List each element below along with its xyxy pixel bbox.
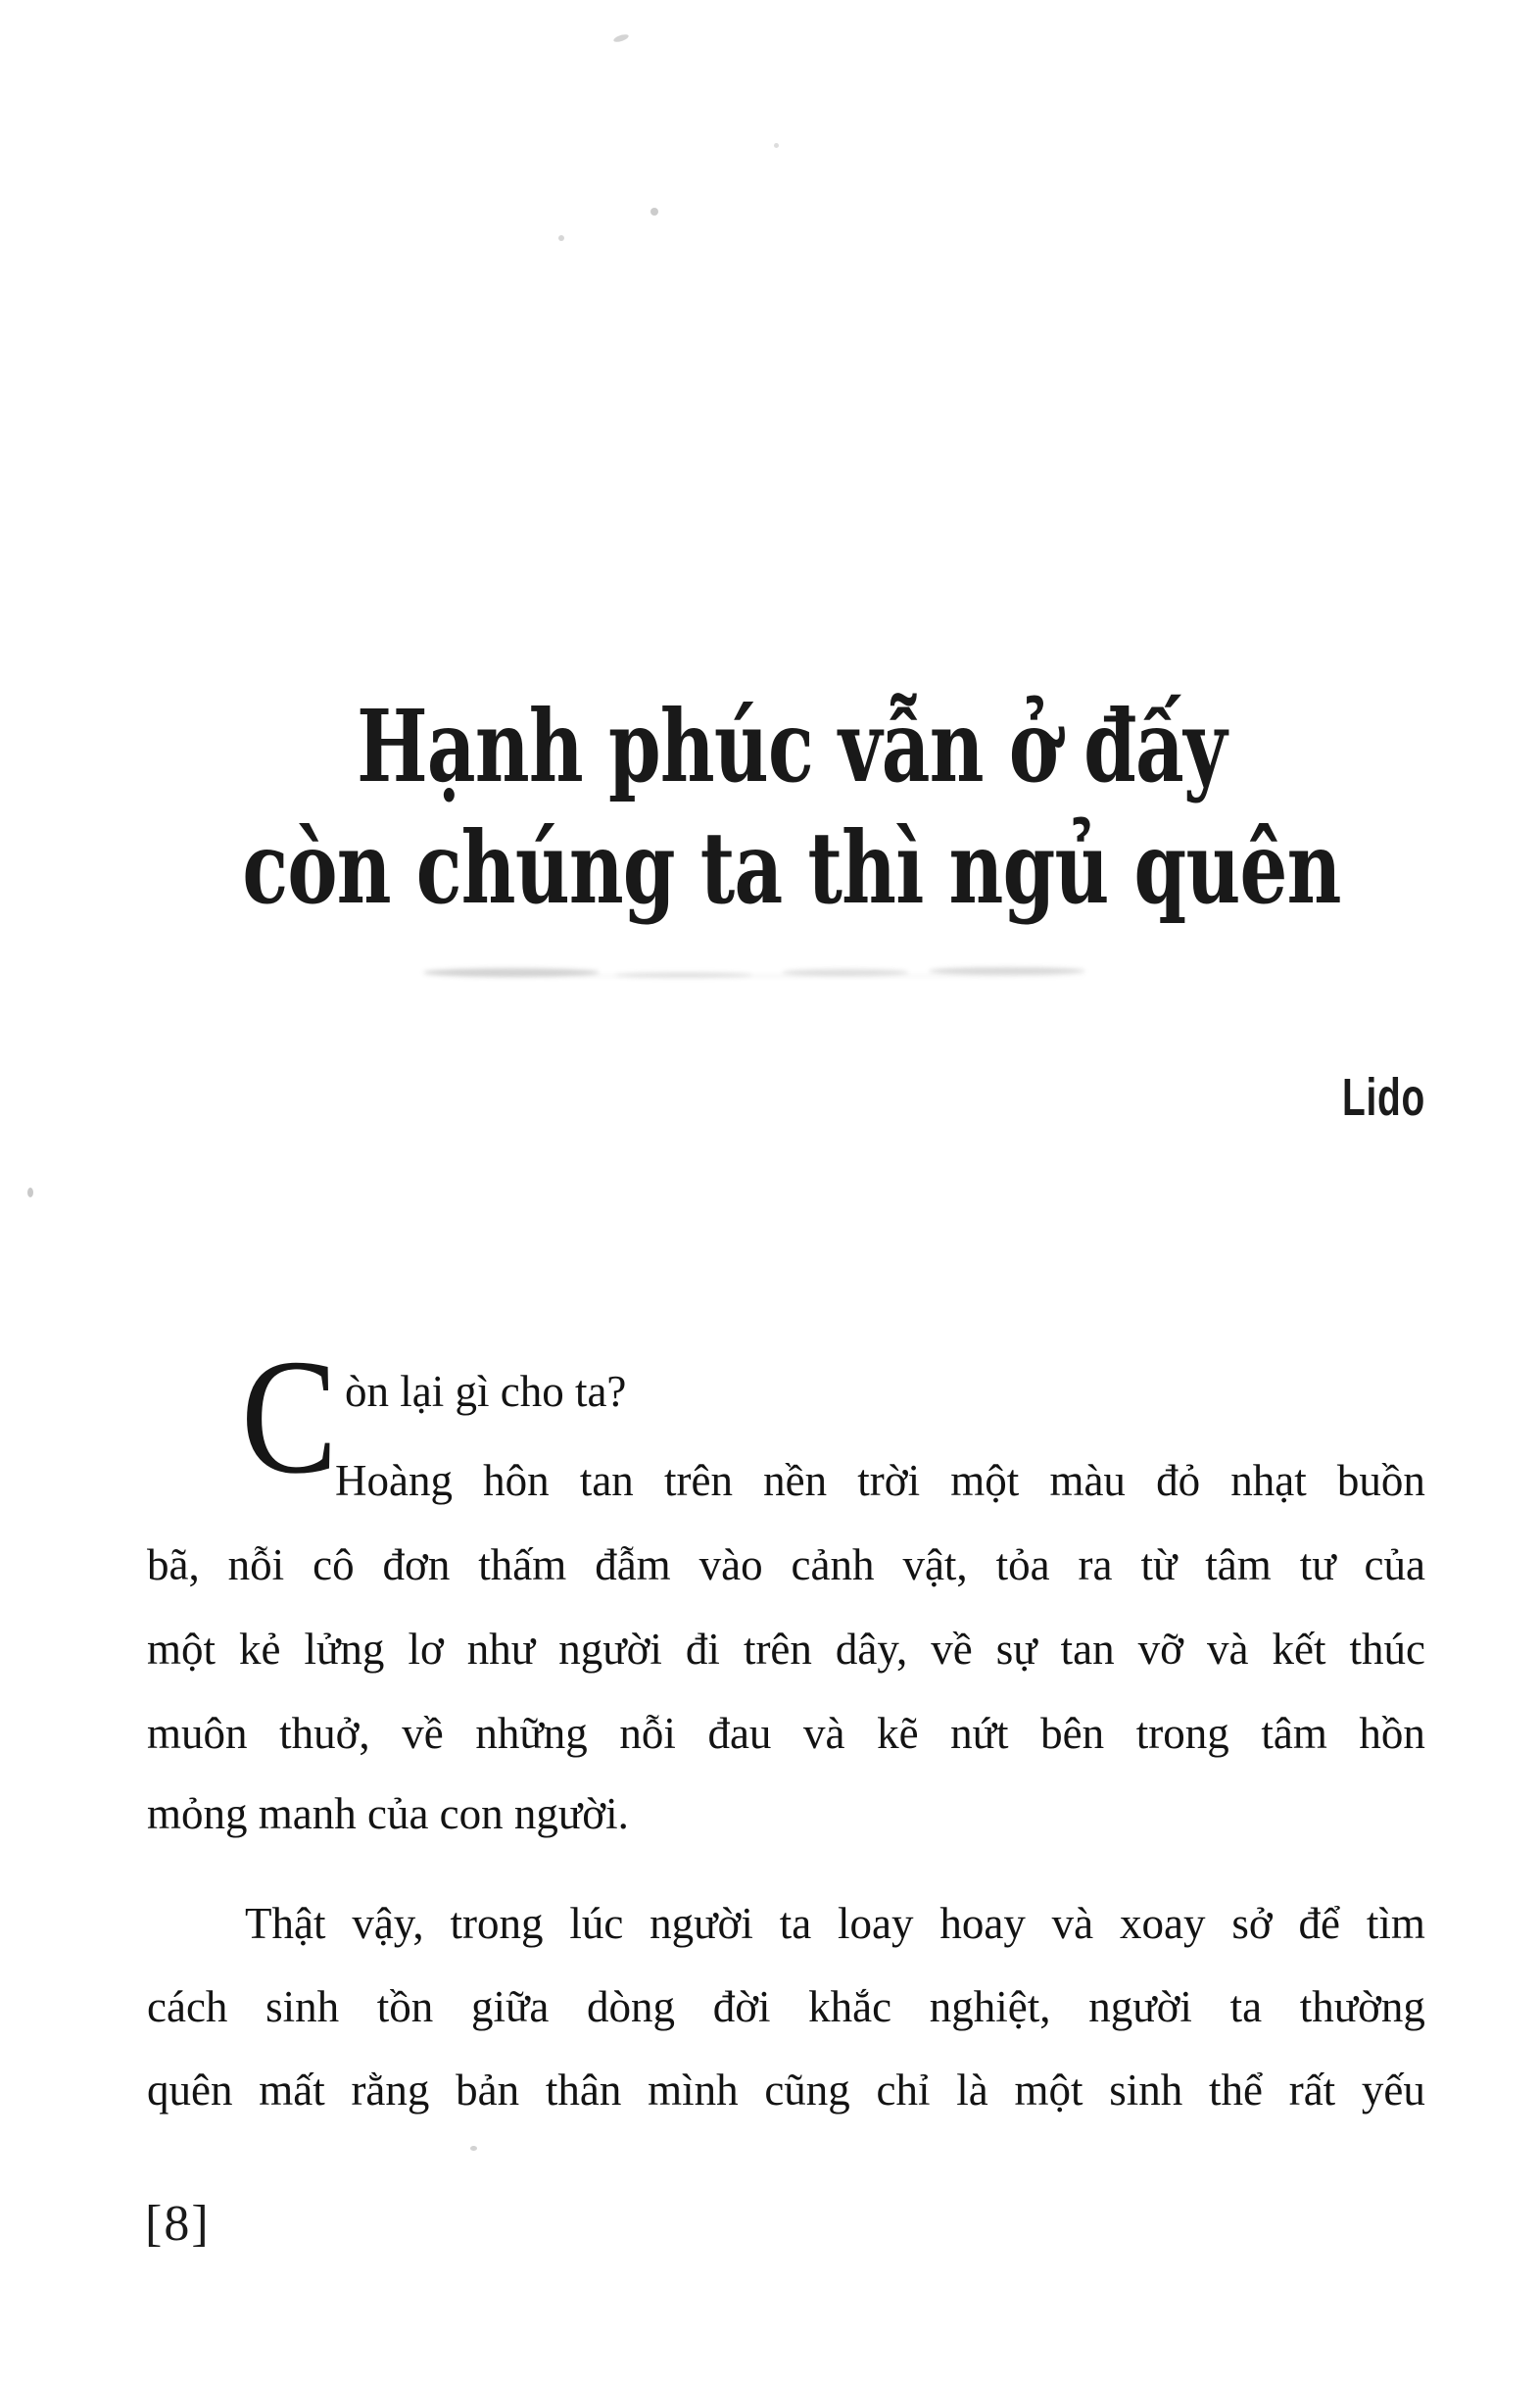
word: đau (707, 1709, 772, 1758)
word: lúc (569, 1899, 624, 1948)
word: khắc (808, 1982, 892, 2031)
word: dòng (587, 1982, 676, 2031)
word: lơ (408, 1625, 444, 1674)
word: nỗi (619, 1709, 676, 1758)
word: trong (1135, 1709, 1229, 1758)
word: tan (1060, 1625, 1115, 1674)
word: vật, (902, 1540, 968, 1589)
word: hôn (483, 1456, 550, 1505)
word: buồn (1336, 1456, 1425, 1505)
word: thường (1299, 1982, 1425, 2031)
word: kết (1272, 1625, 1326, 1674)
body-line: òn lại gì cho ta? (345, 1367, 627, 1416)
word: trời (857, 1456, 921, 1505)
word: tâm (1205, 1540, 1272, 1589)
word: nhạt (1230, 1456, 1307, 1505)
drop-cap: C (241, 1326, 338, 1508)
body-line (147, 1524, 1425, 1607)
chapter-title (43, 686, 1540, 929)
chapter-title-line-2: còn chúng ta thì ngủ quên (242, 809, 1341, 926)
word: dây, (835, 1625, 908, 1674)
word: đỏ (1156, 1456, 1201, 1505)
word: người (558, 1625, 662, 1674)
word: rất (1288, 2066, 1336, 2115)
word: xoay (1120, 1899, 1206, 1948)
author-name: Lido (1342, 1068, 1425, 1127)
word: thấm (478, 1540, 567, 1589)
word: quên (147, 2066, 233, 2115)
word: trên (743, 1625, 812, 1674)
word: muôn (147, 1709, 248, 1758)
word: loay (838, 1899, 914, 1948)
word: sở (1231, 1899, 1273, 1948)
word: về (931, 1625, 973, 1674)
body-line (335, 1439, 1425, 1523)
word: giữa (470, 1982, 550, 2031)
word: thân (545, 2066, 622, 2115)
word: đời (712, 1982, 771, 2031)
word: về (402, 1709, 444, 1758)
word: và (803, 1709, 845, 1758)
word: chỉ (876, 2066, 931, 2115)
word: trong (450, 1899, 544, 1948)
body-line (147, 1966, 1425, 2049)
word: và (1051, 1899, 1094, 1948)
word: thúc (1349, 1625, 1425, 1674)
word: của (1364, 1540, 1425, 1589)
word: ta (1229, 1982, 1263, 2031)
word: vậy, (352, 1899, 424, 1948)
word: tâm (1261, 1709, 1327, 1758)
word: những (475, 1709, 588, 1758)
word: một (147, 1625, 217, 1674)
word: kẽ (877, 1709, 919, 1758)
body-line: mỏng manh của con người. (147, 1789, 629, 1838)
word: lửng (304, 1625, 385, 1674)
word: hồn (1359, 1709, 1425, 1758)
word: trên (663, 1456, 733, 1505)
word: tư (1299, 1540, 1336, 1589)
word: màu (1049, 1456, 1126, 1505)
word: kẻ (239, 1625, 281, 1674)
word: một (950, 1456, 1020, 1505)
body-line (147, 1692, 1425, 1775)
word: sinh (265, 1982, 340, 2031)
word: Hoàng (335, 1456, 453, 1505)
word: là (956, 2066, 988, 2115)
page-number: [8] (145, 2196, 211, 2252)
word: tìm (1366, 1899, 1425, 1948)
word: một (1014, 2066, 1083, 2115)
word: để (1298, 1899, 1340, 1948)
word: cách (147, 1982, 228, 2031)
word: bên (1040, 1709, 1105, 1758)
word: cũng (764, 2066, 850, 2115)
word: rằng (351, 2066, 430, 2115)
word: thuở, (279, 1709, 370, 1758)
word: đẫm (595, 1540, 671, 1589)
chapter-title-line-1: Hạnh phúc vẫn ở đấy (357, 688, 1227, 804)
word: cô (313, 1540, 355, 1589)
word: nền (763, 1456, 828, 1505)
word: sự (995, 1625, 1037, 1674)
word: hoay (939, 1899, 1026, 1948)
word: cảnh (791, 1540, 875, 1589)
word: mình (648, 2066, 739, 2115)
body-line (147, 1608, 1425, 1691)
word: nỗi (227, 1540, 285, 1589)
word: đi (685, 1625, 720, 1674)
word: sinh (1109, 2066, 1183, 2115)
word: nứt (950, 1709, 1009, 1758)
word: người (650, 1899, 753, 1948)
word: vào (698, 1540, 763, 1589)
word: người (1088, 1982, 1192, 2031)
word: bản (456, 2066, 520, 2115)
word: yếu (1361, 2066, 1425, 2115)
word: vỡ (1137, 1625, 1183, 1674)
word: từ (1140, 1540, 1178, 1589)
word: ra (1078, 1540, 1113, 1589)
word: nghiệt, (929, 1982, 1051, 2031)
word: tồn (376, 1982, 434, 2031)
word: tỏa (995, 1540, 1050, 1589)
word: bã, (147, 1540, 200, 1589)
word: tan (579, 1456, 634, 1505)
body-line (147, 2049, 1425, 2132)
word: ta (779, 1899, 812, 1948)
body-line (245, 1882, 1425, 1966)
word: mất (259, 2066, 325, 2115)
word: thể (1208, 2066, 1263, 2115)
word: và (1206, 1625, 1249, 1674)
word: đơn (382, 1540, 451, 1589)
word: như (466, 1625, 536, 1674)
word: Thật (245, 1899, 326, 1948)
